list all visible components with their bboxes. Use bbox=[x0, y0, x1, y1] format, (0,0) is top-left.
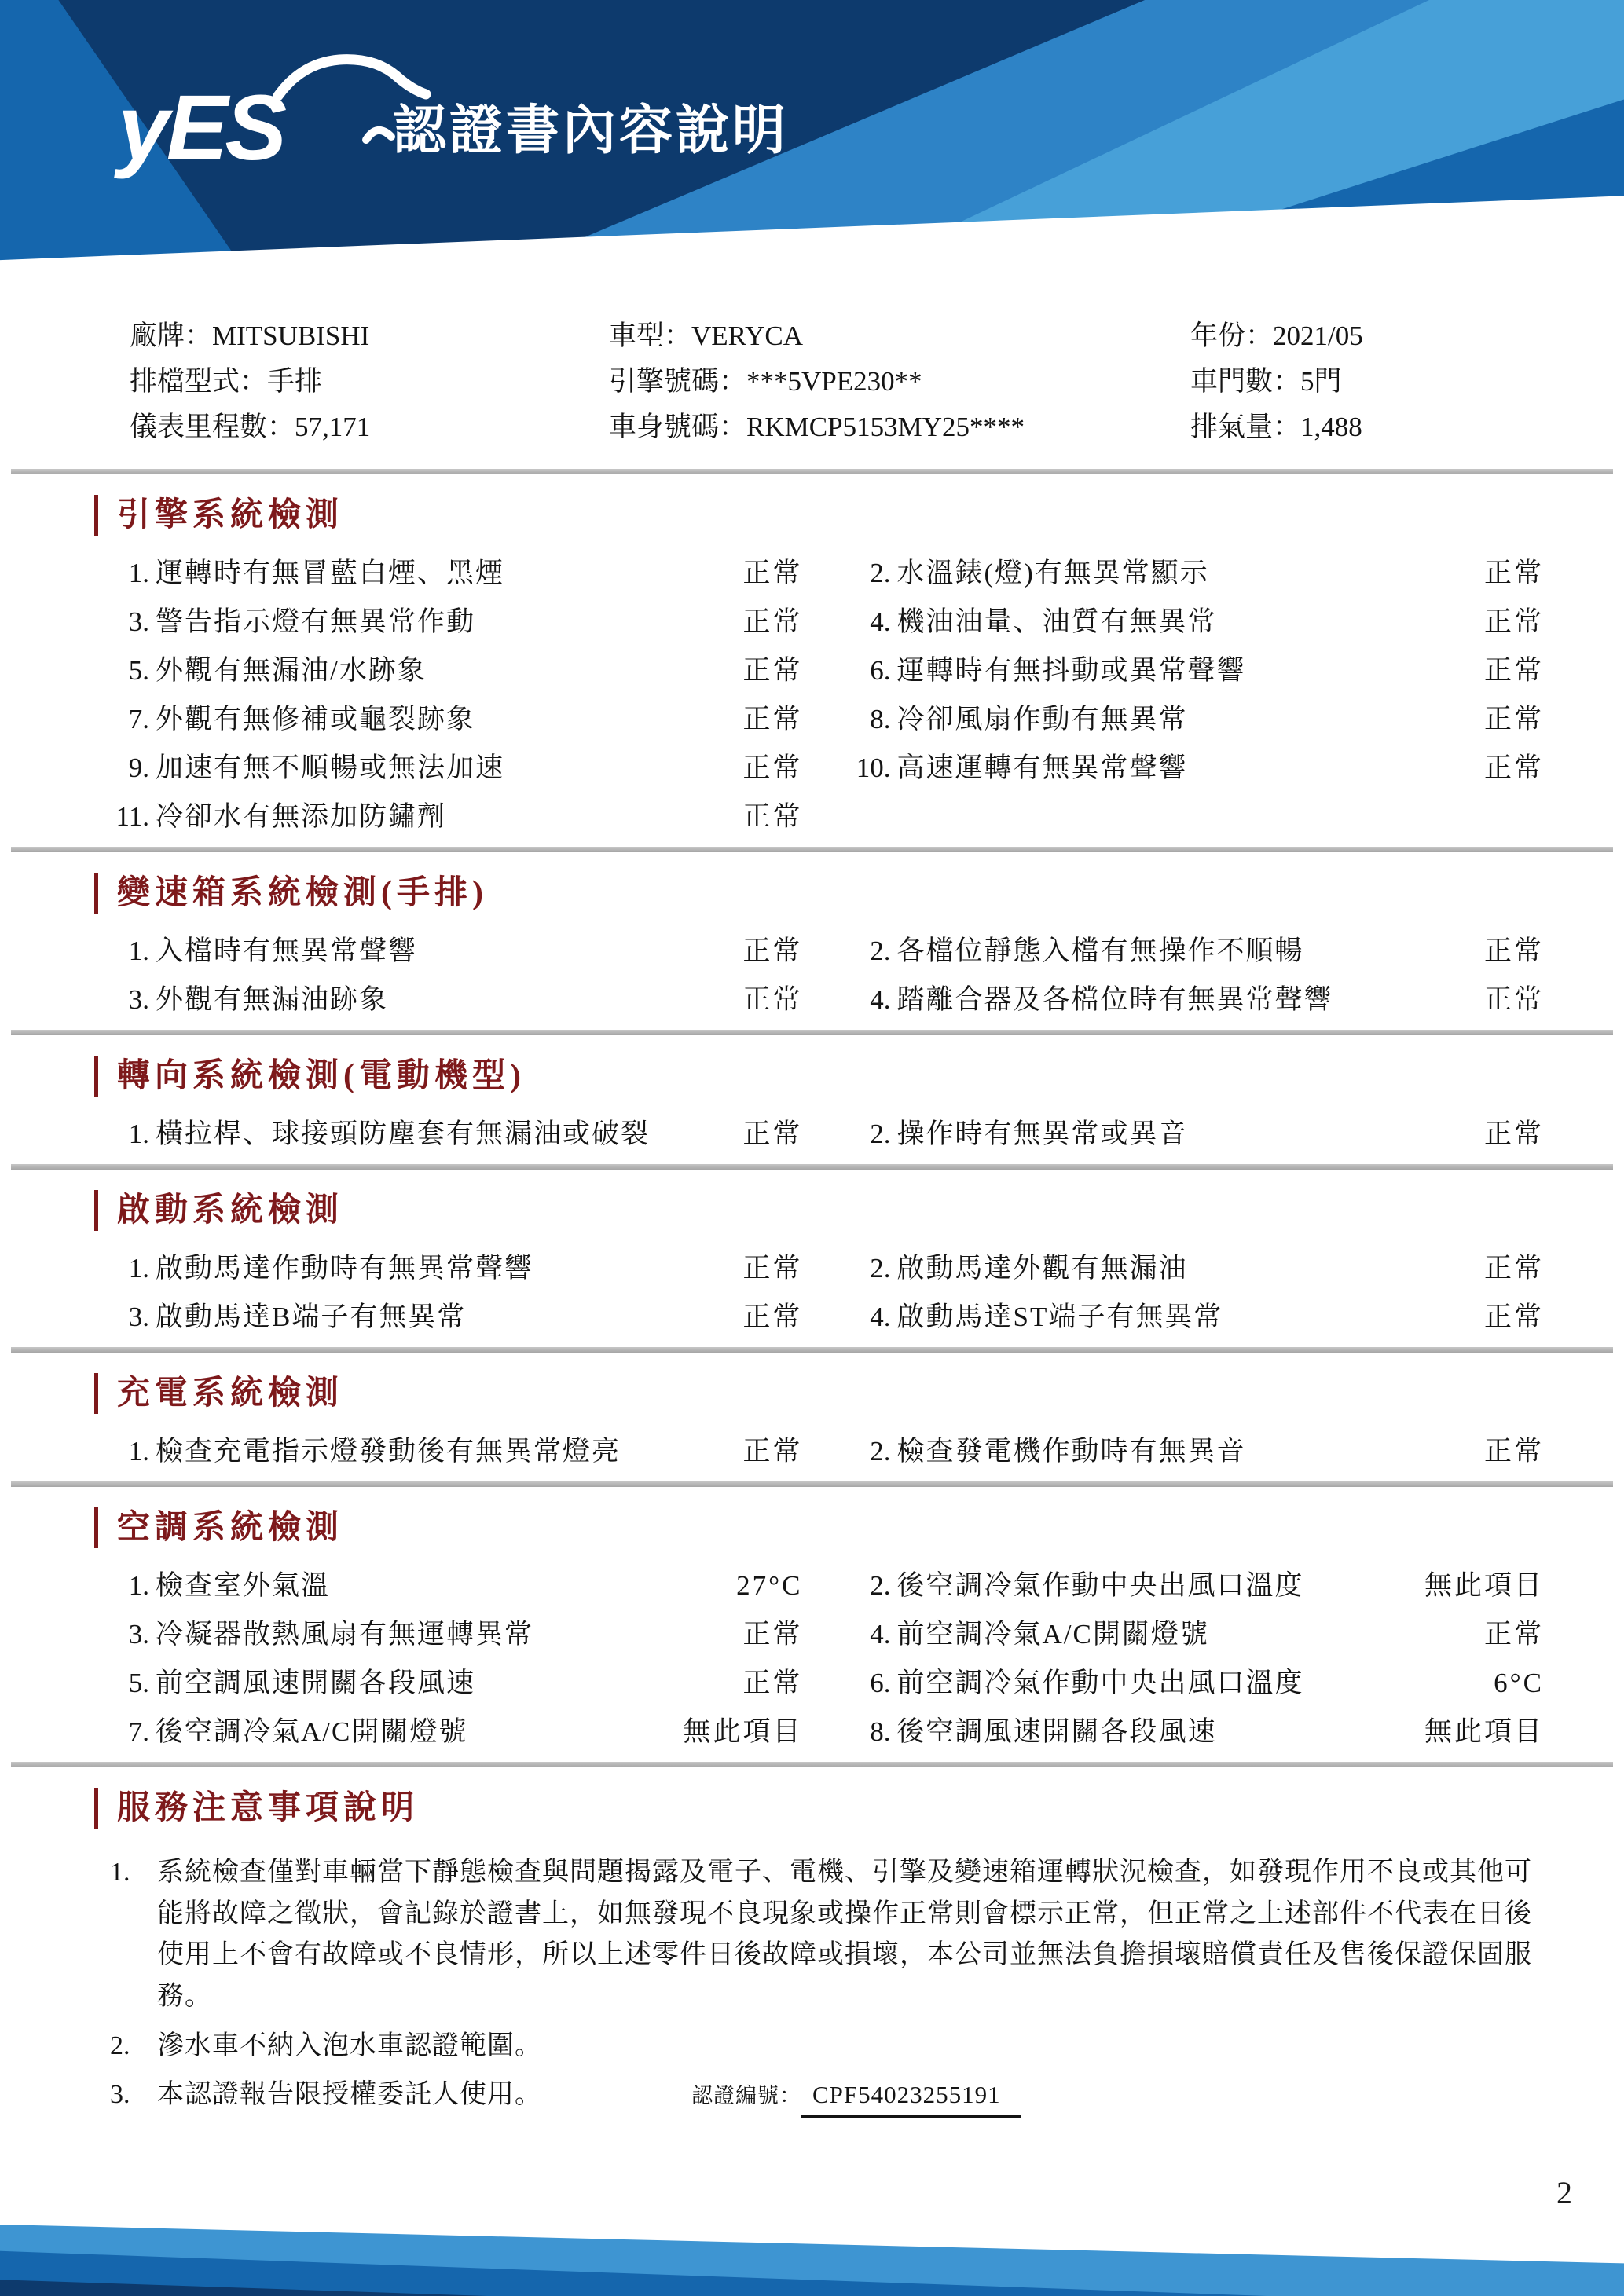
item-result: 正常 bbox=[742, 558, 803, 588]
section-engine bbox=[0, 495, 1624, 836]
note-item bbox=[110, 2074, 1538, 2118]
inspection-items bbox=[94, 1433, 1577, 1470]
item-number: 1. bbox=[128, 1119, 149, 1149]
section-title-row bbox=[94, 1788, 1624, 1829]
vehicle-field bbox=[609, 313, 1190, 359]
item-result: 無此項目 bbox=[1424, 1716, 1544, 1747]
item-result: 正常 bbox=[1483, 704, 1544, 734]
inspection-item bbox=[94, 749, 836, 787]
section-title-row bbox=[94, 1373, 1624, 1414]
item-text: 加速有無不順暢或無法加速 bbox=[156, 753, 505, 783]
section-title-bar bbox=[94, 873, 98, 914]
item-result: 正常 bbox=[1483, 1436, 1544, 1467]
inspection-item bbox=[836, 981, 1578, 1019]
section-transmission bbox=[0, 873, 1624, 1019]
item-result: 正常 bbox=[742, 704, 803, 734]
note-number: 3. bbox=[110, 2080, 130, 2110]
inspection-item bbox=[836, 1433, 1578, 1470]
vehicle-field-label: 年份： bbox=[1190, 320, 1274, 351]
item-text: 警告指示燈有無異常作動 bbox=[156, 606, 476, 637]
item-result: 正常 bbox=[742, 1436, 803, 1467]
item-text: 水溫錶(燈)有無異常顯示 bbox=[896, 558, 1209, 588]
item-result: 正常 bbox=[1483, 558, 1544, 588]
note-text-inline: 本認證報告限授權委託人使用。 bbox=[157, 2080, 542, 2110]
vehicle-info-col-1 bbox=[130, 313, 609, 450]
item-text: 後空調冷氣作動中央出風口溫度 bbox=[896, 1570, 1304, 1601]
section-divider bbox=[11, 1481, 1613, 1487]
inspection-item bbox=[94, 1250, 836, 1287]
section-title: 轉向系統檢測(電動機型) bbox=[117, 1057, 526, 1094]
inspection-item bbox=[836, 555, 1578, 592]
item-text: 外觀有無漏油/水跡象 bbox=[156, 655, 427, 686]
vehicle-field-value: ***5VPE230** bbox=[746, 366, 922, 397]
item-result: 正常 bbox=[1483, 753, 1544, 783]
item-result: 正常 bbox=[1483, 1253, 1544, 1283]
item-result: 正常 bbox=[1483, 936, 1544, 966]
item-text: 啟動馬達外觀有無漏油 bbox=[896, 1253, 1188, 1283]
inspection-item bbox=[836, 652, 1578, 690]
section-divider bbox=[11, 847, 1613, 852]
item-number: 3. bbox=[128, 1302, 149, 1332]
item-text: 檢查室外氣溫 bbox=[156, 1570, 331, 1601]
page-title: 認證書內容說明 bbox=[393, 101, 790, 160]
inspection-item bbox=[836, 1713, 1578, 1751]
vehicle-field-label: 車身號碼： bbox=[609, 412, 747, 442]
inspection-item bbox=[836, 603, 1578, 641]
item-text: 運轉時有無抖動或異常聲響 bbox=[896, 655, 1246, 686]
item-result: 正常 bbox=[1483, 1119, 1544, 1149]
note-text: 系統檢查僅對車輛當下靜態檢查與問題揭露及電子、電機、引擎及變速箱運轉狀況檢查，如發現作用不良或其他可能將故障之徵狀，會記錄於證書上，如無發現不良現象或操作正常則會標示正常，但正常之上述部件不代表在日後使用上不會有故障或不良情形，所以上述零件日後故障或損壞，本公司並無法負擔損壞賠償責任及售後保證保固服務。 bbox=[157, 1858, 1532, 2012]
item-text: 高速運轉有無異常聲響 bbox=[896, 753, 1188, 783]
section-title-row bbox=[94, 495, 1624, 536]
inspection-item bbox=[836, 1298, 1578, 1336]
yes-logo bbox=[118, 39, 432, 189]
item-number: 2. bbox=[870, 936, 891, 966]
item-text: 後空調風速開關各段風速 bbox=[896, 1716, 1217, 1747]
vehicle-field-label: 排檔型式： bbox=[130, 366, 268, 397]
certificate-number-label: 認證編號： bbox=[691, 2084, 801, 2108]
item-text: 機油油量、油質有無異常 bbox=[896, 606, 1217, 637]
item-result: 正常 bbox=[742, 1619, 803, 1650]
inspection-item bbox=[94, 1616, 836, 1653]
vehicle-info-col-2 bbox=[609, 313, 1190, 450]
section-title: 變速箱系統檢測(手排) bbox=[117, 874, 488, 911]
inspection-item bbox=[836, 1567, 1578, 1605]
vehicle-field-value: VERYCA bbox=[691, 320, 803, 351]
inspection-item bbox=[94, 1713, 836, 1751]
item-result: 正常 bbox=[1483, 1619, 1544, 1650]
vehicle-field-label: 廠牌： bbox=[130, 320, 213, 351]
inspection-item bbox=[94, 1567, 836, 1605]
item-result: 正常 bbox=[742, 984, 803, 1015]
item-text: 前空調冷氣作動中央出風口溫度 bbox=[896, 1668, 1304, 1698]
item-text: 冷卻風扇作動有無異常 bbox=[896, 704, 1188, 734]
item-number: 8. bbox=[870, 704, 891, 734]
item-number: 11. bbox=[115, 801, 149, 832]
inspection-item bbox=[836, 701, 1578, 738]
item-text: 檢查充電指示燈發動後有無異常燈亮 bbox=[156, 1436, 621, 1467]
item-number: 3. bbox=[128, 984, 149, 1015]
item-result: 正常 bbox=[742, 1253, 803, 1283]
item-text: 踏離合器及各檔位時有無異常聲響 bbox=[896, 984, 1333, 1015]
inspection-item bbox=[94, 798, 836, 836]
section-title-bar bbox=[94, 1056, 98, 1097]
item-result: 正常 bbox=[1483, 984, 1544, 1015]
section-divider bbox=[11, 469, 1613, 474]
inspection-item bbox=[94, 701, 836, 738]
item-result: 正常 bbox=[742, 753, 803, 783]
item-text: 操作時有無異常或異音 bbox=[896, 1119, 1188, 1149]
item-text: 冷凝器散熱風扇有無運轉異常 bbox=[156, 1619, 534, 1650]
item-number: 4. bbox=[870, 984, 891, 1015]
page-number: 2 bbox=[1556, 2175, 1572, 2210]
inspection-item bbox=[94, 1115, 836, 1153]
section-title-row bbox=[94, 873, 1624, 914]
section-title: 服務注意事項說明 bbox=[117, 1789, 420, 1826]
item-result: 無此項目 bbox=[1424, 1570, 1544, 1601]
vehicle-field-label: 引擎號碼： bbox=[609, 366, 747, 397]
inspection-item bbox=[836, 1616, 1578, 1653]
vehicle-field-value: 2021/05 bbox=[1273, 320, 1363, 351]
item-result: 正常 bbox=[742, 606, 803, 637]
section-divider bbox=[11, 1164, 1613, 1170]
section-divider bbox=[11, 1762, 1613, 1767]
item-number: 2. bbox=[870, 558, 891, 588]
vehicle-field-value: 1,488 bbox=[1300, 412, 1362, 442]
section-starting bbox=[0, 1190, 1624, 1336]
section-title-bar bbox=[94, 1373, 98, 1414]
vehicle-field bbox=[1190, 313, 1577, 359]
item-text: 後空調冷氣A/C開關燈號 bbox=[156, 1716, 468, 1747]
yes-logo-text: yES bbox=[118, 76, 284, 180]
item-text: 啟動馬達B端子有無異常 bbox=[156, 1302, 467, 1332]
item-text: 啟動馬達ST端子有無異常 bbox=[896, 1302, 1223, 1332]
inspection-item bbox=[94, 981, 836, 1019]
item-text: 前空調風速開關各段風速 bbox=[156, 1668, 476, 1698]
note-number: 1. bbox=[110, 1858, 130, 1887]
vehicle-info bbox=[0, 302, 1624, 458]
certificate-number bbox=[691, 2076, 1021, 2118]
item-number: 2. bbox=[870, 1570, 891, 1601]
note-number: 2. bbox=[110, 2031, 130, 2060]
section-charging bbox=[0, 1373, 1624, 1470]
page-footer bbox=[0, 2194, 1624, 2296]
item-result: 正常 bbox=[742, 1119, 803, 1149]
section-title: 引擎系統檢測 bbox=[117, 496, 344, 533]
vehicle-info-col-3 bbox=[1190, 313, 1577, 450]
vehicle-field-label: 排氣量： bbox=[1190, 412, 1301, 442]
item-text: 啟動馬達作動時有無異常聲響 bbox=[156, 1253, 534, 1283]
item-number: 10. bbox=[856, 753, 891, 783]
item-text: 外觀有無修補或龜裂跡象 bbox=[156, 704, 476, 734]
section-title-row bbox=[94, 1507, 1624, 1548]
item-number: 9. bbox=[128, 753, 149, 783]
item-number: 1. bbox=[128, 1570, 149, 1601]
section-title-bar bbox=[94, 1507, 98, 1548]
vehicle-field bbox=[1190, 405, 1577, 450]
section-divider bbox=[11, 1347, 1613, 1353]
item-number: 6. bbox=[870, 1668, 891, 1698]
vehicle-field bbox=[130, 359, 609, 405]
item-text: 橫拉桿、球接頭防塵套有無漏油或破裂 bbox=[156, 1119, 651, 1149]
item-number: 4. bbox=[870, 1619, 891, 1650]
certificate-number-value: CPF54023255191 bbox=[801, 2076, 1021, 2118]
item-result: 正常 bbox=[742, 801, 803, 832]
item-text: 檢查發電機作動時有無異音 bbox=[896, 1436, 1246, 1467]
item-result: 正常 bbox=[742, 936, 803, 966]
item-result: 正常 bbox=[742, 655, 803, 686]
inspection-item bbox=[94, 652, 836, 690]
item-number: 1. bbox=[128, 558, 149, 588]
note-item bbox=[110, 2026, 1538, 2067]
item-result: 正常 bbox=[1483, 606, 1544, 637]
item-text: 冷卻水有無添加防鏽劑 bbox=[156, 801, 447, 832]
inspection-items bbox=[94, 1250, 1577, 1336]
item-number: 3. bbox=[128, 1619, 149, 1650]
section-title-bar bbox=[94, 495, 98, 536]
vehicle-field-value: MITSUBISHI bbox=[212, 320, 370, 351]
item-text: 前空調冷氣A/C開關燈號 bbox=[896, 1619, 1209, 1650]
item-text: 各檔位靜態入檔有無操作不順暢 bbox=[896, 936, 1304, 966]
item-number: 8. bbox=[870, 1716, 891, 1747]
note-item bbox=[110, 1852, 1538, 2018]
vehicle-field bbox=[609, 359, 1190, 405]
vehicle-field bbox=[1190, 359, 1577, 405]
item-number: 2. bbox=[870, 1119, 891, 1149]
item-result: 27°C bbox=[736, 1570, 803, 1601]
inspection-item bbox=[94, 1433, 836, 1470]
item-number: 1. bbox=[128, 1253, 149, 1283]
item-result: 正常 bbox=[742, 1302, 803, 1332]
inspection-item bbox=[836, 749, 1578, 787]
vehicle-field bbox=[609, 405, 1190, 450]
item-number: 6. bbox=[870, 655, 891, 686]
section-title: 充電系統檢測 bbox=[117, 1375, 344, 1412]
vehicle-field-value: RKMCP5153MY25**** bbox=[746, 412, 1025, 442]
section-title-bar bbox=[94, 1788, 98, 1829]
note-text: 滲水車不納入泡水車認證範圍。 bbox=[157, 2031, 542, 2060]
inspection-item bbox=[94, 1664, 836, 1702]
vehicle-field bbox=[130, 313, 609, 359]
inspection-item bbox=[836, 1115, 1578, 1153]
inspection-items bbox=[94, 1115, 1577, 1153]
vehicle-field-value: 57,171 bbox=[295, 412, 371, 442]
item-number: 2. bbox=[870, 1253, 891, 1283]
vehicle-field-value: 手排 bbox=[267, 366, 323, 397]
vehicle-field-label: 儀表里程數： bbox=[130, 412, 295, 442]
note-text bbox=[157, 2074, 1538, 2118]
item-number: 2. bbox=[870, 1436, 891, 1467]
vehicle-field-label: 車型： bbox=[609, 320, 692, 351]
section-service-notes bbox=[0, 1788, 1624, 2118]
item-number: 4. bbox=[870, 606, 891, 637]
inspection-items bbox=[94, 932, 1577, 1019]
section-title-row bbox=[94, 1056, 1624, 1097]
item-number: 1. bbox=[128, 936, 149, 966]
vehicle-field-label: 車門數： bbox=[1190, 366, 1301, 397]
section-title-row bbox=[94, 1190, 1624, 1231]
certificate-content bbox=[0, 302, 1624, 2118]
item-result: 正常 bbox=[1483, 1302, 1544, 1332]
item-number: 4. bbox=[870, 1302, 891, 1332]
item-text: 運轉時有無冒藍白煙、黑煙 bbox=[156, 558, 505, 588]
section-title: 啟動系統檢測 bbox=[117, 1192, 344, 1229]
inspection-item bbox=[94, 932, 836, 970]
section-air-conditioning bbox=[0, 1507, 1624, 1751]
section-title: 空調系統檢測 bbox=[117, 1509, 344, 1546]
item-number: 1. bbox=[128, 1436, 149, 1467]
section-divider bbox=[11, 1030, 1613, 1035]
item-number: 7. bbox=[128, 704, 149, 734]
item-number: 5. bbox=[128, 655, 149, 686]
item-number: 3. bbox=[128, 606, 149, 637]
inspection-item bbox=[836, 932, 1578, 970]
section-steering bbox=[0, 1056, 1624, 1153]
inspection-item bbox=[836, 1250, 1578, 1287]
vehicle-field bbox=[130, 405, 609, 450]
item-result: 正常 bbox=[1483, 655, 1544, 686]
inspection-items bbox=[94, 1567, 1577, 1751]
page-header bbox=[0, 0, 1624, 292]
inspection-item bbox=[94, 1298, 836, 1336]
inspection-item bbox=[94, 603, 836, 641]
item-result: 6°C bbox=[1494, 1668, 1544, 1698]
item-text: 外觀有無漏油跡象 bbox=[156, 984, 389, 1015]
item-number: 5. bbox=[128, 1668, 149, 1698]
item-result: 正常 bbox=[742, 1668, 803, 1698]
inspection-items bbox=[94, 555, 1577, 836]
item-text: 入檔時有無異常聲響 bbox=[156, 936, 418, 966]
inspection-item bbox=[94, 555, 836, 592]
vehicle-field-value: 5門 bbox=[1300, 366, 1342, 397]
section-title-bar bbox=[94, 1190, 98, 1231]
item-result: 無此項目 bbox=[683, 1716, 803, 1747]
item-number: 7. bbox=[128, 1716, 149, 1747]
service-notes bbox=[110, 1852, 1538, 2118]
inspection-item bbox=[836, 1664, 1578, 1702]
